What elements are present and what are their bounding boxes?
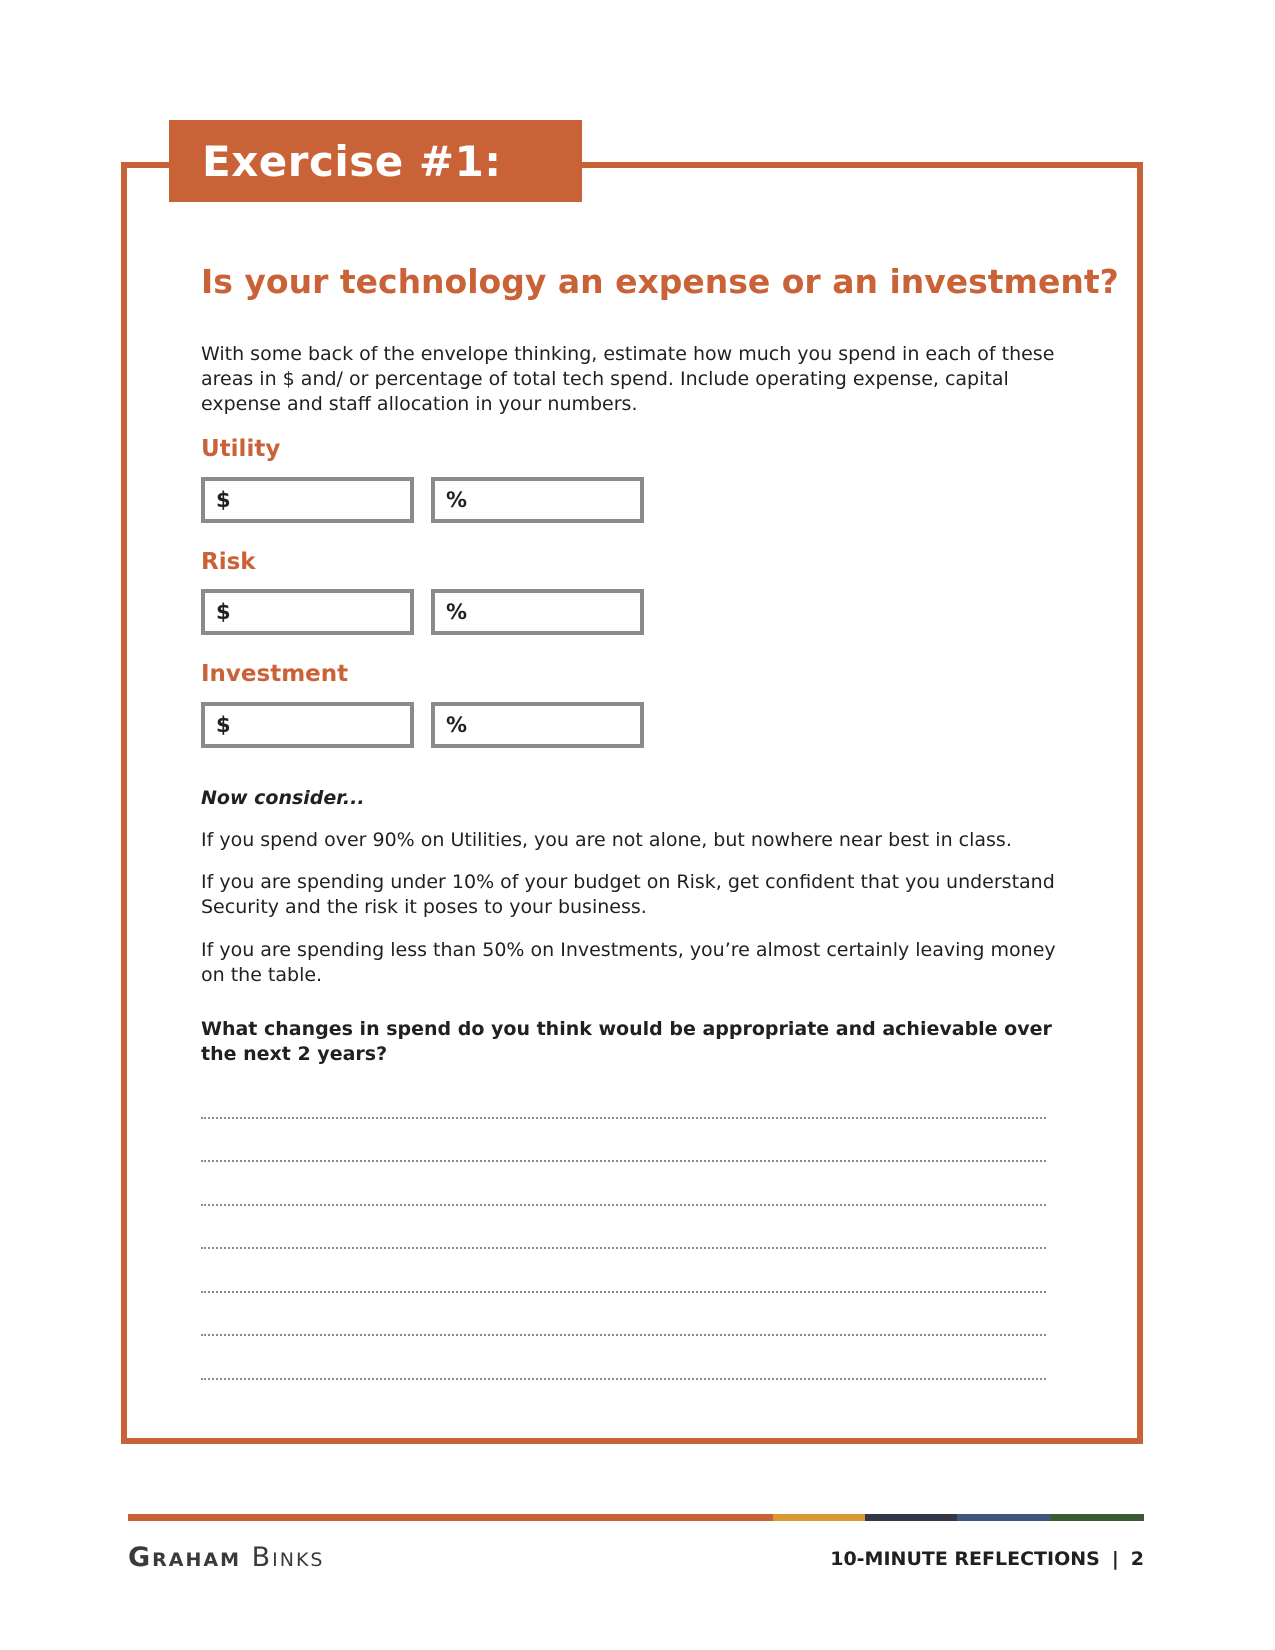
footer-bar-segment	[957, 1514, 1050, 1521]
footer-bar-segment	[128, 1514, 773, 1521]
exercise-title-tab	[169, 120, 582, 202]
risk-dollar-field[interactable]	[201, 589, 414, 635]
consider-paragraph-utilities: If you spend over 90% on Utilities, you are not alone, but nowhere near best in class.	[201, 829, 1012, 851]
footer-bar-segment	[865, 1514, 957, 1521]
category-label-investment: Investment	[201, 661, 349, 687]
dollar-prefix: $	[216, 600, 231, 624]
percent-prefix: %	[446, 488, 468, 512]
utility-percent-field[interactable]	[431, 477, 644, 523]
consider-heading: Now consider...	[201, 787, 365, 809]
answer-line[interactable]	[201, 1117, 1046, 1119]
answer-line[interactable]	[201, 1291, 1046, 1293]
percent-prefix: %	[446, 600, 468, 624]
exercise-title: Exercise #1:	[202, 136, 502, 186]
category-label-risk: Risk	[201, 549, 256, 575]
footer-bar-segment	[1050, 1514, 1144, 1521]
percent-prefix: %	[446, 713, 468, 737]
dollar-prefix: $	[216, 713, 231, 737]
exercise-heading: Is your technology an expense or an investment?	[201, 262, 1119, 301]
footer-page-info	[830, 1548, 1144, 1570]
brand-last-name: Binks	[251, 1542, 325, 1573]
footer-section-title: 10-MINUTE REFLECTIONS	[830, 1548, 1100, 1570]
footer-bar-segment	[773, 1514, 865, 1521]
investment-percent-field[interactable]	[431, 702, 644, 748]
category-label-utility: Utility	[201, 436, 281, 462]
utility-dollar-field[interactable]	[201, 477, 414, 523]
dollar-prefix: $	[216, 488, 231, 512]
reflection-question: What changes in spend do you think would be appropriate and achievable over the next 2 years?	[201, 1018, 1052, 1065]
footer-separator: |	[1111, 1548, 1119, 1570]
page-number: 2	[1130, 1548, 1144, 1570]
answer-line[interactable]	[201, 1160, 1046, 1162]
answer-line[interactable]	[201, 1334, 1046, 1336]
risk-percent-field[interactable]	[431, 589, 644, 635]
answer-line[interactable]	[201, 1247, 1046, 1249]
brand-logo	[128, 1542, 324, 1573]
consider-paragraph-risk: If you are spending under 10% of your budget on Risk, get confident that you understand Security and the risk it poses to your business.	[201, 871, 1055, 918]
consider-paragraph-investments: If you are spending less than 50% on Investments, you’re almost certainly leaving money on the table.	[201, 939, 1056, 986]
brand-first-name: Graham	[128, 1542, 242, 1573]
answer-line[interactable]	[201, 1378, 1046, 1380]
answer-line[interactable]	[201, 1204, 1046, 1206]
investment-dollar-field[interactable]	[201, 702, 414, 748]
intro-text: With some back of the envelope thinking, estimate how much you spend in each of these areas in $ and/ or percentage of total tech spend. Include operating expense, capital expense and staff allocation in your numbers.	[201, 343, 1055, 415]
